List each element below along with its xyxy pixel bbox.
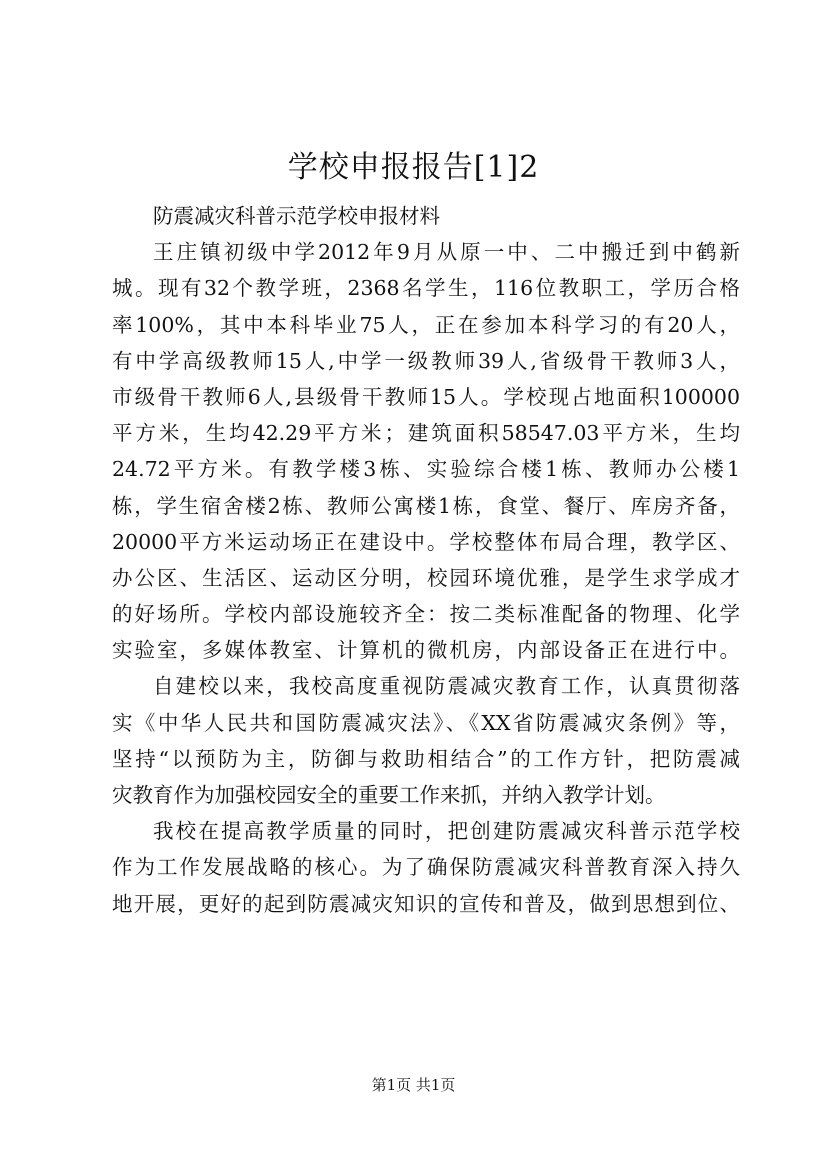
body-line: 栋，学生宿舍楼2栋、教师公寓楼1栋，食堂、餐厅、库房齐备，: [112, 493, 740, 518]
body-line: 20000平方米运动场正在建设中。学校整体布局合理，教学区、: [112, 529, 740, 554]
body-line: 有中学高级教师15人,中学一级教师39人,省级骨干教师3人，: [112, 348, 740, 373]
body-line: 实验室，多媒体教室、计算机的微机房，内部设备正在进行中。: [112, 638, 740, 663]
body-line: 作为工作发展战略的核心。为了确保防震减灾科普教育深入持久: [112, 855, 740, 880]
body-line: 办公区、生活区、运动区分明，校园环境优雅，是学生求学成才: [112, 565, 740, 590]
body-line: 平方米，生均42.29平方米；建筑面积58547.03平方米，生均: [112, 421, 740, 446]
body-line: 灾教育作为加强校园安全的重要工作来抓，并纳入教学计划。: [112, 783, 666, 807]
page-footer: 第1页 共1页: [371, 1076, 456, 1094]
body-line: 我校在提高教学质量的同时，把创建防震减灾科普示范学校: [153, 819, 740, 844]
body-line: 城。现有32个教学班，2368名学生，116位教职工，学历合格: [112, 276, 740, 301]
body-line: 地开展，更好的起到防震减灾知识的宣传和普及，做到思想到位、: [112, 891, 740, 916]
body-line: 自建校以来，我校高度重视防震减灾教育工作，认真贯彻落: [153, 674, 740, 699]
body-line: 市级骨干教师6人,县级骨干教师15人。学校现占地面积100000: [112, 384, 740, 409]
body-line: 实《中华人民共和国防震减灾法》、《XX省防震减灾条例》等，: [112, 710, 740, 735]
body-line: 防震减灾科普示范学校申报材料: [153, 204, 440, 228]
body-line: 的好场所。学校内部设施较齐全：按二类标准配备的物理、化学: [112, 602, 740, 627]
document-body: [112, 198, 740, 922]
body-line: 王庄镇初级中学2012年9月从原一中、二中搬迁到中鹤新: [153, 240, 740, 265]
body-line: 率100%，其中本科毕业75人，正在参加本科学习的有20人，: [112, 312, 740, 337]
document-title: 学校申报报告[1]2: [287, 150, 540, 185]
body-line: 24.72平方米。有教学楼3栋、实验综合楼1栋、教师办公楼1: [112, 457, 740, 482]
body-line: 坚持“以预防为主，防御与救助相结合”的工作方针，把防震减: [112, 746, 740, 771]
